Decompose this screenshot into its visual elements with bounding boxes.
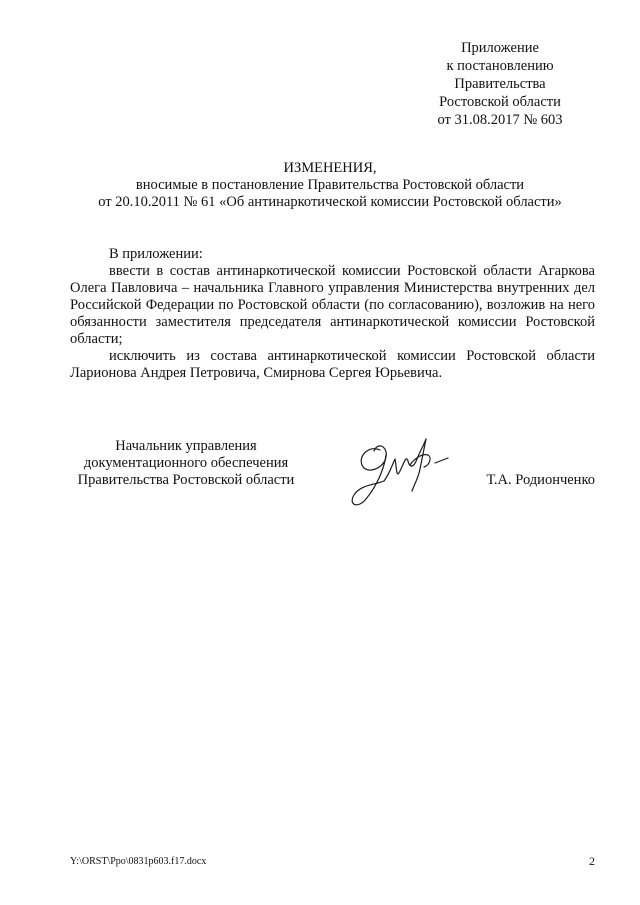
annex-line-1: Приложение [461, 40, 539, 56]
annex-line-5: от 31.08.2017 № 603 [437, 112, 563, 128]
body-paragraph-3: исключить из состава антинаркотической комиссии Ростовской области Ларионова Андрея Петровича, Смирнова Сергея Юрьевича. [70, 348, 595, 381]
body-paragraph-1: В приложении: [109, 246, 203, 262]
handwritten-signature [340, 425, 460, 520]
body-paragraph-2: ввести в состав антинаркотической комиссии Ростовской области Агаркова Олега Павловича – начальника Главного управления Министерства внутренних дел Российской Федерации по Ростовской области (по согласованию), возложив на него обязанности заместителя председателя антинаркотической комиссии Ростовской области; [70, 263, 595, 347]
document-heading [60, 160, 600, 211]
signatory-name: Т.А. Родионченко [486, 472, 595, 488]
signatory-position-line-1: Начальник управления [115, 438, 257, 454]
annex-block [410, 40, 590, 130]
annex-line-2: к постановлению [446, 58, 554, 74]
signatory-position [66, 438, 306, 489]
document-subtitle-line-1: вносимые в постановление Правительства Ростовской области [135, 177, 525, 193]
annex-line-3: Правительства [454, 76, 546, 92]
signatory-position-line-2: документационного обеспечения [83, 455, 289, 471]
document-subtitle-line-2: от 20.10.2011 № 61 «Об антинаркотической комиссии Ростовской области» [98, 194, 562, 210]
signatory-position-line-3: Правительства Ростовской области [77, 472, 295, 488]
document-title: ИЗМЕНЕНИЯ, [283, 160, 377, 176]
annex-line-4: Ростовской области [439, 94, 561, 110]
page-number: 2 [589, 854, 595, 868]
footer-file-path: Y:\ORST\Ppo\0831p603.f17.docx [70, 856, 207, 867]
document-body [70, 246, 595, 382]
